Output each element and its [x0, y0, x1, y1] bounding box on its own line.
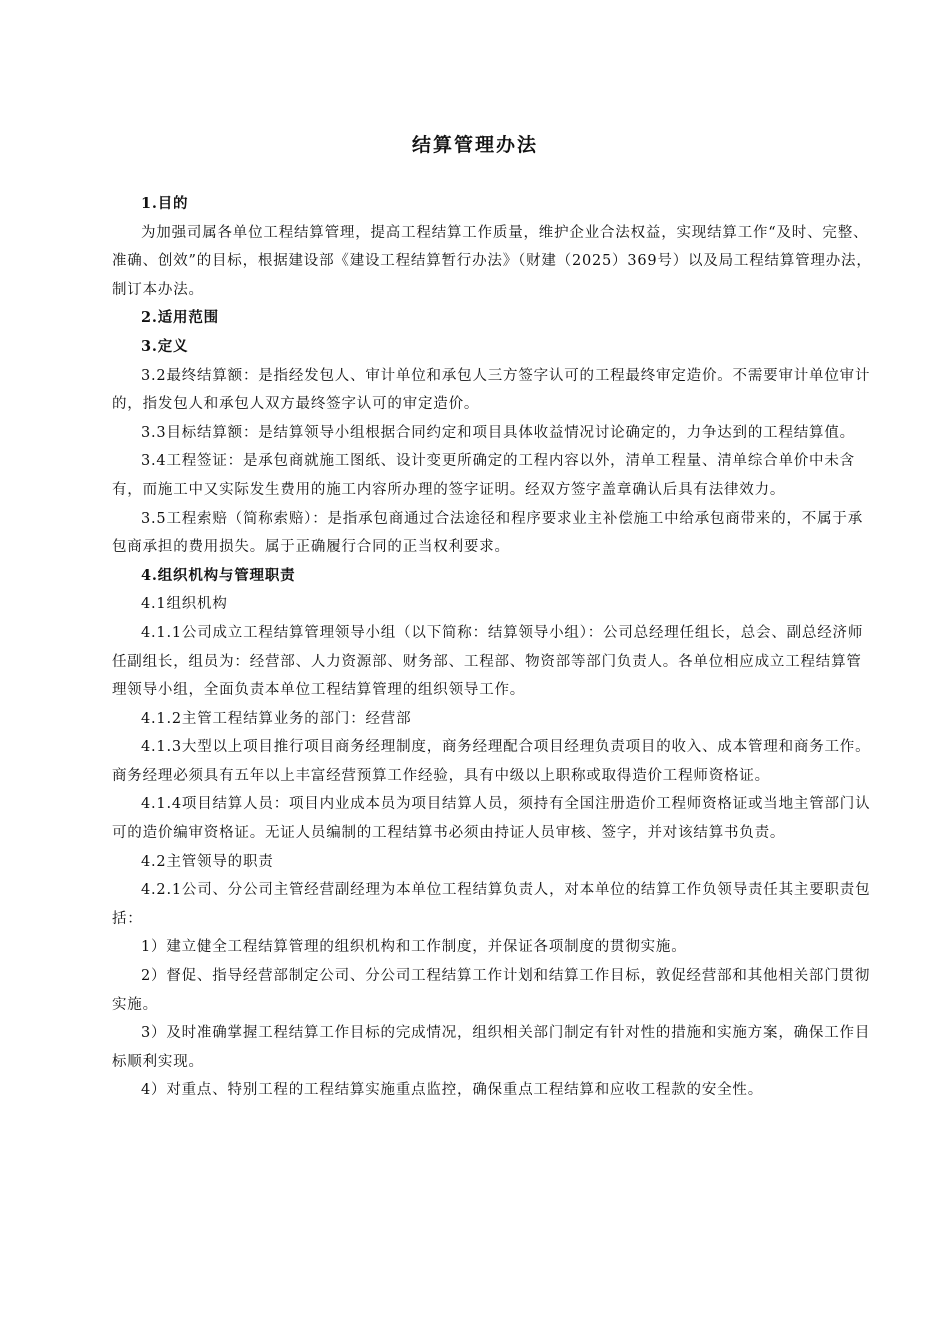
paragraph: 3.2最终结算额：是指经发包人、审计单位和承包人三方签字认可的工程最终审定造价。不需要审计单位审计的，指发包人和承包人双方最终签字认可的审定造价。	[112, 367, 871, 413]
paragraph: 3.3目标结算额：是结算领导小组根据合同约定和项目具体收益情况讨论确定的，力争达到的工程结算值。	[141, 424, 855, 441]
document-body	[112, 190, 872, 1105]
paragraph: 3.4工程签证：是承包商就施工图纸、设计变更所确定的工程内容以外，清单工程量、清单综合单价中未含有，而施工中又实际发生费用的施工内容所办理的签字证明。经双方签字盖章确认后具有法律效力。	[112, 453, 855, 498]
section-heading: 4.组织机构与管理职责	[141, 566, 296, 584]
paragraph: 4.2主管领导的职责	[141, 853, 274, 870]
section-heading: 1.目的	[141, 195, 189, 212]
paragraph: 4.1.1公司成立工程结算管理领导小组（以下简称：结算领导小组）：公司总经理任组长，总会、副总经济师任副组长，组员为：经营部、人力资源部、财务部、工程部、物资部等部门负责人。各单位相应成立工程结算管理领导小组，全面负责本单位工程结算管理的组织领导工作。	[112, 624, 864, 699]
paragraph: 为加强司属各单位工程结算管理，提高工程结算工作质量，维护企业合法权益，实现结算工作“及时、完整、准确、创效”的目标，根据建设部《建设工程结算暂行办法》（财建（2025）369号）以及局工程结算管理办法，制订本办法。	[112, 224, 872, 298]
paragraph: 4.2.1公司、分公司主管经营副经理为本单位工程结算负责人，对本单位的结算工作负领导责任其主要职责包括：	[112, 882, 871, 927]
paragraph: 4.1.2主管工程结算业务的部门：经营部	[141, 710, 412, 727]
paragraph: 4.1.3大型以上项目推行项目商务经理制度，商务经理配合项目经理负责项目的收入、成本管理和商务工作。商务经理必须具有五年以上丰富经营预算工作经验，具有中级以上职称或取得造价工程师资格证。	[112, 739, 871, 784]
paragraph: 2）督促、指导经营部制定公司、分公司工程结算工作计划和结算工作目标，敦促经营部和其他相关部门贯彻实施。	[112, 968, 871, 1013]
document-title: 结算管理办法	[411, 134, 538, 156]
section-heading: 3.定义	[141, 337, 189, 355]
paragraph: 3）及时准确掌握工程结算工作目标的完成情况，组织相关部门制定有针对性的措施和实施方案，确保工作目标顺利实现。	[112, 1025, 871, 1070]
paragraph: 4.1组织机构	[141, 596, 228, 613]
paragraph: 4）对重点、特别工程的工程结算实施重点监控，确保重点工程结算和应收工程款的安全性。	[141, 1082, 764, 1099]
section-heading: 2.适用范围	[141, 309, 219, 327]
paragraph: 3.5工程索赔（简称索赔）：是指承包商通过合法途径和程序要求业主补偿施工中给承包商带来的，不属于承包商承担的费用损失。属于正确履行合同的正当权利要求。	[112, 510, 864, 556]
paragraph: 4.1.4项目结算人员：项目内业成本员为项目结算人员，须持有全国注册造价工程师资格证或当地主管部门认可的造价编审资格证。无证人员编制的工程结算书必须由持证人员审核、签字，并对该结算书负责。	[112, 796, 871, 842]
paragraph: 1）建立健全工程结算管理的组织机构和工作制度，并保证各项制度的贯彻实施。	[141, 939, 687, 956]
